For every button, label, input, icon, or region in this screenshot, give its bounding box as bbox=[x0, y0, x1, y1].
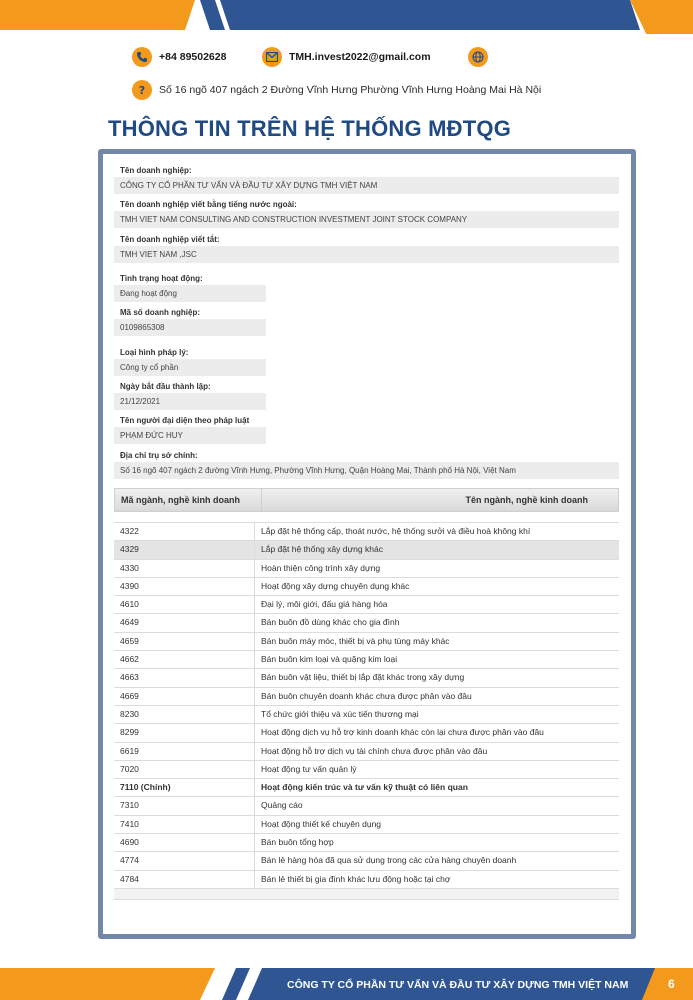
mail-icon bbox=[262, 47, 282, 67]
business-name: Hoàn thiện công trình xây dựng bbox=[261, 562, 381, 573]
field-value: TMH VIET NAM ,JSC bbox=[114, 246, 619, 263]
business-code: 7020 bbox=[114, 761, 255, 778]
field-value: TMH VIET NAM CONSULTING AND CONSTRUCTION INVESTMENT JOINT STOCK COMPANY bbox=[114, 211, 619, 228]
table-header bbox=[114, 488, 619, 512]
table-row bbox=[114, 596, 619, 614]
business-code: 4662 bbox=[114, 651, 255, 668]
table-footer-bar bbox=[114, 889, 619, 900]
table-row bbox=[114, 560, 619, 578]
business-name: Bán buôn chuyên doanh khác chưa được phân vào đâu bbox=[261, 690, 472, 701]
business-name: Tổ chức giới thiệu và xúc tiến thương mại bbox=[261, 708, 419, 719]
table-row bbox=[114, 816, 619, 834]
question-icon bbox=[132, 80, 152, 100]
field-head-office bbox=[114, 451, 619, 479]
table-body bbox=[114, 523, 619, 889]
business-code: 8299 bbox=[114, 724, 255, 741]
field-value: Số 16 ngõ 407 ngách 2 đường Vĩnh Hưng, Phường Vĩnh Hưng, Quận Hoàng Mai, Thành phố Hà Nội, Việt Nam bbox=[114, 462, 619, 479]
business-name: Lắp đặt hệ thống cấp, thoát nước, hệ thống sưởi và điều hoà không khí bbox=[261, 526, 531, 536]
table-row bbox=[114, 614, 619, 632]
field-value: CÔNG TY CỔ PHẦN TƯ VẤN VÀ ĐẦU TƯ XÂY DỰNG TMH VIỆT NAM bbox=[114, 177, 619, 194]
business-name: Đại lý, môi giới, đấu giá hàng hóa bbox=[261, 599, 388, 610]
table-row bbox=[114, 797, 619, 815]
phone-icon bbox=[132, 47, 152, 67]
business-code: 4329 bbox=[114, 541, 255, 558]
table-row bbox=[114, 852, 619, 870]
field-label: Tên doanh nghiệp viết bằng tiếng nước ngoài: bbox=[120, 200, 297, 209]
business-code: 4669 bbox=[114, 688, 255, 705]
business-name: Hoạt động xây dựng chuyên dụng khác bbox=[261, 580, 410, 591]
address-text: Số 16 ngõ 407 ngách 2 Đường Vĩnh Hưng Phường Vĩnh Hưng Hoàng Mai Hà Nội bbox=[159, 84, 542, 96]
field-short-name bbox=[114, 235, 619, 263]
table-row bbox=[114, 688, 619, 706]
business-code: 7310 bbox=[114, 797, 255, 814]
table-spacer bbox=[114, 512, 619, 523]
email-contact bbox=[262, 47, 431, 67]
globe-icon[interactable] bbox=[468, 47, 488, 67]
business-name: Quảng cáo bbox=[261, 800, 303, 811]
business-code: 4659 bbox=[114, 633, 255, 650]
field-label: Tên người đại diện theo pháp luật bbox=[120, 416, 250, 425]
table-row bbox=[114, 761, 619, 779]
business-name: Hoạt động hỗ trợ dịch vụ tài chính chưa được phân vào đâu bbox=[261, 745, 488, 756]
business-name: Lắp đặt hệ thống xây dựng khác bbox=[261, 544, 383, 555]
top-decoration bbox=[0, 0, 693, 34]
table-row bbox=[114, 651, 619, 669]
field-value: 0109865308 bbox=[114, 319, 266, 336]
business-name: Bán buôn vật liệu, thiết bị lắp đặt khác trong xây dựng bbox=[261, 672, 465, 683]
business-name: Bán buôn đồ dùng khác cho gia đình bbox=[261, 617, 400, 628]
business-code: 4663 bbox=[114, 669, 255, 686]
address-contact bbox=[132, 80, 541, 100]
page-title: THÔNG TIN TRÊN HỆ THỐNG MĐTQG bbox=[108, 116, 512, 141]
field-label: Tên doanh nghiệp: bbox=[120, 166, 192, 175]
table-row bbox=[114, 871, 619, 889]
phone-contact bbox=[132, 47, 226, 67]
column-header-code: Mã ngành, nghề kinh doanh bbox=[115, 489, 262, 511]
field-value: 21/12/2021 bbox=[114, 393, 266, 410]
table-row bbox=[114, 578, 619, 596]
business-code: 4610 bbox=[114, 596, 255, 613]
page-number: 6 bbox=[668, 977, 675, 991]
table-row bbox=[114, 633, 619, 651]
field-label: Loại hình pháp lý: bbox=[120, 348, 189, 357]
business-name: Bán lẻ hàng hóa đã qua sử dụng trong các cửa hàng chuyên doanh bbox=[261, 855, 517, 866]
business-code: 4322 bbox=[114, 523, 255, 540]
table-row bbox=[114, 669, 619, 687]
field-value: Công ty cổ phần bbox=[114, 359, 266, 376]
business-name: Hoạt động kiến trúc và tư vấn kỹ thuật có liên quan bbox=[261, 782, 468, 793]
table-row bbox=[114, 541, 619, 559]
field-value: PHẠM ĐỨC HUY bbox=[114, 427, 266, 444]
business-code: 4774 bbox=[114, 852, 255, 869]
business-lines-table bbox=[114, 488, 619, 900]
business-code: 4330 bbox=[114, 560, 255, 577]
field-label: Tên doanh nghiệp viết tắt: bbox=[120, 235, 220, 244]
business-code: 4784 bbox=[114, 871, 255, 888]
table-row bbox=[114, 724, 619, 742]
website-contact bbox=[468, 47, 495, 67]
table-row bbox=[114, 523, 619, 541]
business-code: 4690 bbox=[114, 834, 255, 851]
business-name: Hoạt động dịch vụ hỗ trợ kinh doanh khác còn lại chưa được phân vào đâu bbox=[261, 727, 544, 738]
svg-text:?: ? bbox=[138, 84, 146, 96]
business-code: 7410 bbox=[114, 816, 255, 833]
info-frame bbox=[98, 149, 636, 939]
field-representative bbox=[114, 416, 266, 444]
footer-company-name: CÔNG TY CỔ PHẦN TƯ VẤN VÀ ĐẦU TƯ XÂY DỰNG TMH VIỆT NAM bbox=[287, 979, 629, 991]
field-foreign-name bbox=[114, 200, 619, 228]
field-label: Địa chỉ trụ sở chính: bbox=[120, 451, 198, 460]
field-company-name bbox=[114, 166, 619, 194]
business-code: 4649 bbox=[114, 614, 255, 631]
field-founded-date bbox=[114, 382, 266, 410]
business-code: 8230 bbox=[114, 706, 255, 723]
table-row bbox=[114, 706, 619, 724]
field-label: Ngày bắt đầu thành lập: bbox=[120, 382, 211, 391]
field-label: Tình trạng hoạt động: bbox=[120, 274, 203, 283]
field-legal-type bbox=[114, 348, 266, 376]
table-row bbox=[114, 743, 619, 761]
field-status bbox=[114, 274, 266, 302]
table-row bbox=[114, 834, 619, 852]
business-name: Bán buôn kim loại và quặng kim loại bbox=[261, 654, 398, 665]
business-code: 4390 bbox=[114, 578, 255, 595]
email-address[interactable]: TMH.invest2022@gmail.com bbox=[289, 51, 431, 63]
field-tax-code bbox=[114, 308, 266, 336]
business-name: Bán buôn tổng hợp bbox=[261, 837, 334, 848]
business-name: Hoạt động thiết kế chuyên dụng bbox=[261, 818, 382, 829]
business-name: Bán lẻ thiết bị gia đình khác lưu động hoặc tại chợ bbox=[261, 873, 451, 884]
business-name: Bán buôn máy móc, thiết bị và phụ tùng máy khác bbox=[261, 635, 450, 646]
business-code: 7110 (Chính) bbox=[114, 779, 255, 796]
phone-number[interactable]: +84 89502628 bbox=[159, 51, 227, 63]
business-name: Hoạt động tư vấn quản lý bbox=[261, 763, 357, 774]
table-row bbox=[114, 779, 619, 797]
field-value: Đang hoạt động bbox=[114, 285, 266, 302]
business-code: 6619 bbox=[114, 743, 255, 760]
column-header-name: Tên ngành, nghề kinh doanh bbox=[465, 495, 588, 505]
field-label: Mã số doanh nghiệp: bbox=[120, 308, 200, 317]
